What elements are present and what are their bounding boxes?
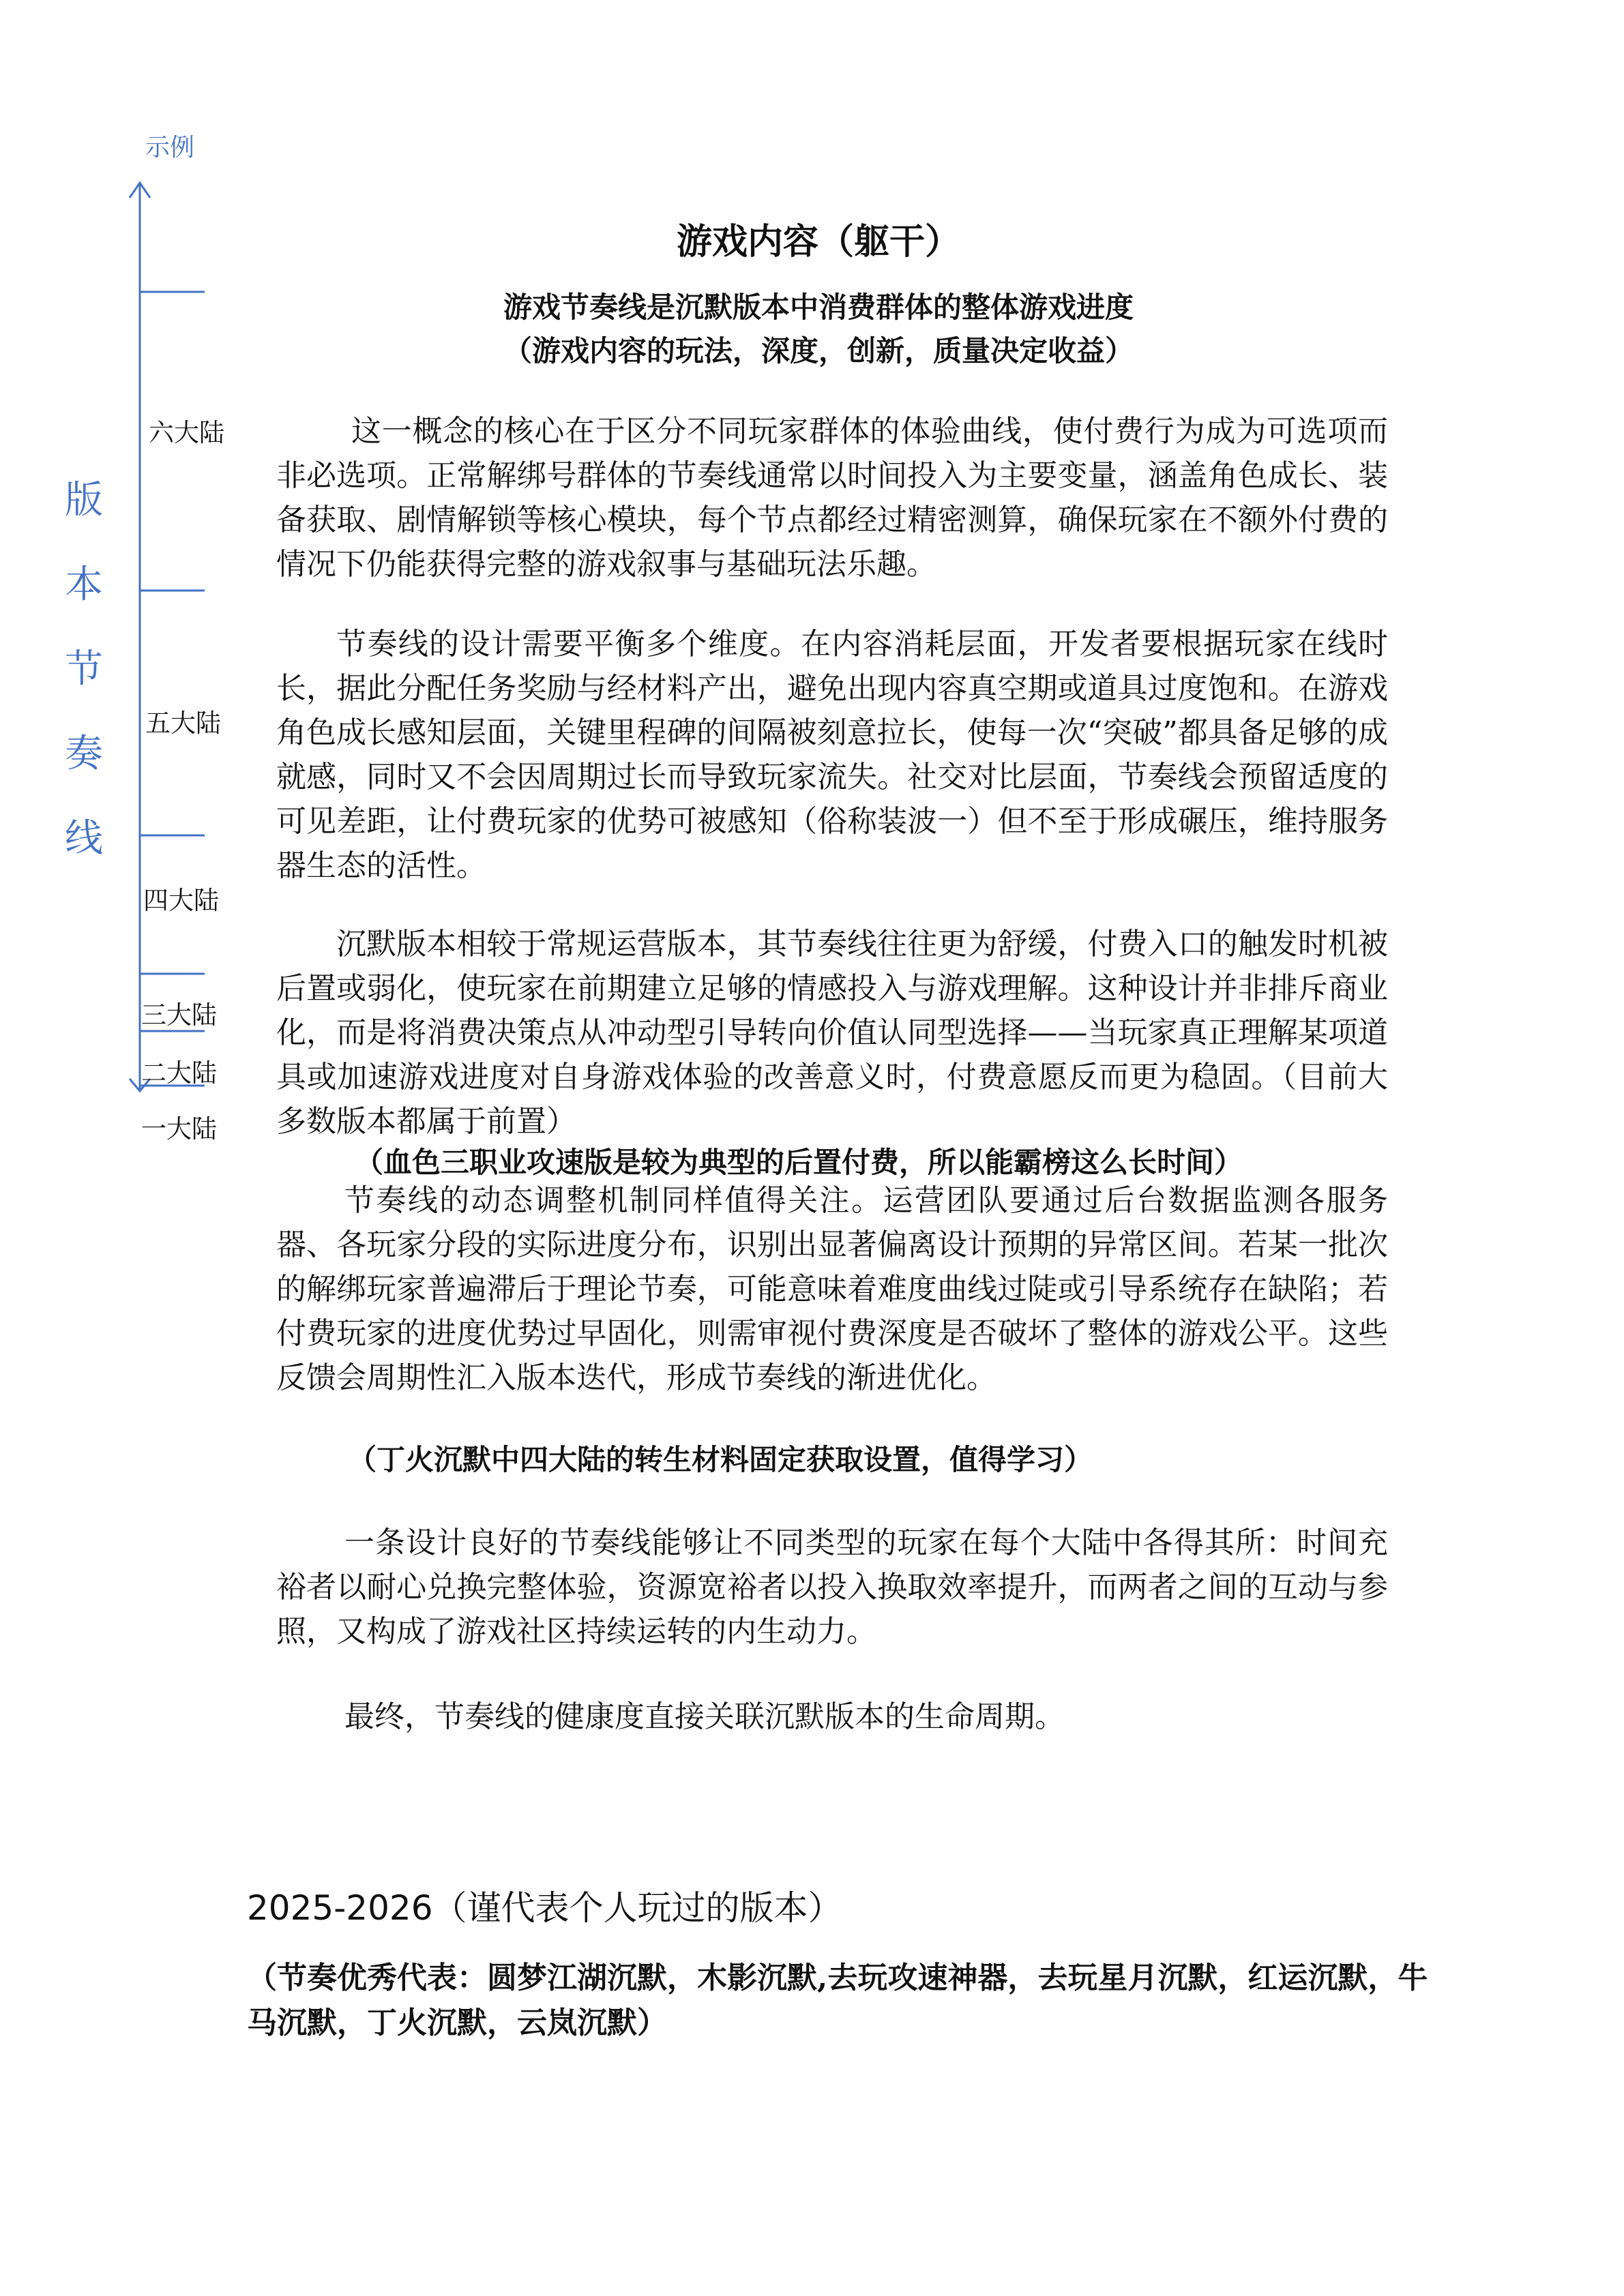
example-label: 示例 — [145, 134, 195, 162]
vertical-title-char: 版 — [65, 478, 103, 522]
note-dinghuo: （丁火沉默中四大陆的转生材料固定获取设置，值得学习） — [348, 1443, 1093, 1476]
vertical-title-char: 本 — [65, 563, 103, 607]
paragraph-conclusion: 最终，节奏线的健康度直接关联沉默版本的生命周期。 — [344, 1699, 1065, 1734]
vertical-title — [60, 458, 108, 881]
stage-label-six: 六大陆 — [149, 418, 224, 447]
paragraph-concept: 这一概念的核心在于区分不同玩家群体的体验曲线，使付费行为成为可选项而非必选项。正常解绑号群体的节奏线通常以时间投入为主要变量，涵盖角色成长、装备获取、剧情解锁等核心模块，每个节点都经过精密测算，确保玩家在不额外付费的情况下仍能获得完整的游戏叙事与基础玩法乐趣。 — [276, 414, 1388, 582]
stage-label-three: 三大陆 — [141, 1000, 217, 1030]
rhythm-line-diagram — [0, 0, 273, 1227]
paragraph-dynamic-adjustment: 节奏线的动态调整机制同样值得关注。运营团队要通过后台数据监测各服务器、各玩家分段的实际进度分布，识别出显著偏离设计预期的异常区间。若某一批次的解绑玩家普遍滞后于理论节奏，可能意味着难度曲线过陡或引导系统存在缺陷；若付费玩家的进度优势过早固化，则需审视付费深度是否破坏了整体的游戏公平。这些反馈会周期性汇入版本迭代，形成节奏线的渐进优化。 — [276, 1183, 1388, 1395]
subtitle-primary: 游戏节奏线是沉默版本中消费群体的整体游戏进度 — [503, 290, 1134, 324]
paragraph-silent-version: 沉默版本相较于常规运营版本，其节奏线往往更为舒缓，付费入口的触发时机被后置或弱化，使玩家在前期建立足够的情感投入与游戏理解。这种设计并非排斥商业化，而是将消费决策点从冲动型引导转向价值认同型选择——当玩家真正理解某项道具或加速游戏进度对自身游戏体验的改善意义时，付费意愿反而更为稳固。（目前大多数版本都属于前置） — [276, 927, 1388, 1139]
page-title: 游戏内容（躯干） — [676, 221, 960, 263]
representative-versions: （节奏优秀代表：圆梦江湖沉默，木影沉默,去玩攻速神器，去玩星月沉默，红运沉默，牛马沉默，丁火沉默，云岚沉默） — [247, 1960, 1428, 2040]
subtitle-secondary: （游戏内容的玩法，深度，创新，质量决定收益） — [503, 334, 1134, 368]
rhythm-axis — [0, 0, 273, 1227]
vertical-title-char: 奏 — [65, 732, 103, 776]
stage-label-four: 四大陆 — [143, 886, 219, 915]
stage-label-two: 二大陆 — [141, 1058, 217, 1088]
stage-label-one: 一大陆 — [141, 1114, 217, 1144]
stage-label-five: 五大陆 — [145, 709, 221, 738]
note-blood-version: （血色三职业攻速版是较为典型的后置付费，所以能霸榜这么长时间） — [355, 1146, 1243, 1179]
year-heading: 2025-2026（谨代表个人玩过的版本） — [247, 1888, 842, 1928]
vertical-title-char: 节 — [65, 647, 103, 691]
paragraph-dimensions: 节奏线的设计需要平衡多个维度。在内容消耗层面，开发者要根据玩家在线时长，据此分配任务奖励与经材料产出，避免出现内容真空期或道具过度饱和。在游戏角色成长感知层面，关键里程碑的间隔被刻意拉长，使每一次“突破”都具备足够的成就感，同时又不会因周期过长而导致玩家流失。社交对比层面，节奏线会预留适度的可见差距，让付费玩家的优势可被感知（俗称装波一）但不至于形成碾压，维持服务器生态的活性。 — [276, 627, 1388, 883]
paragraph-good-design: 一条设计良好的节奏线能够让不同类型的玩家在每个大陆中各得其所：时间充裕者以耐心兑换完整体验，资源宽裕者以投入换取效率提升，而两者之间的互动与参照，又构成了游戏社区持续运转的内生动力。 — [276, 1525, 1388, 1649]
vertical-title-char: 线 — [65, 816, 103, 861]
